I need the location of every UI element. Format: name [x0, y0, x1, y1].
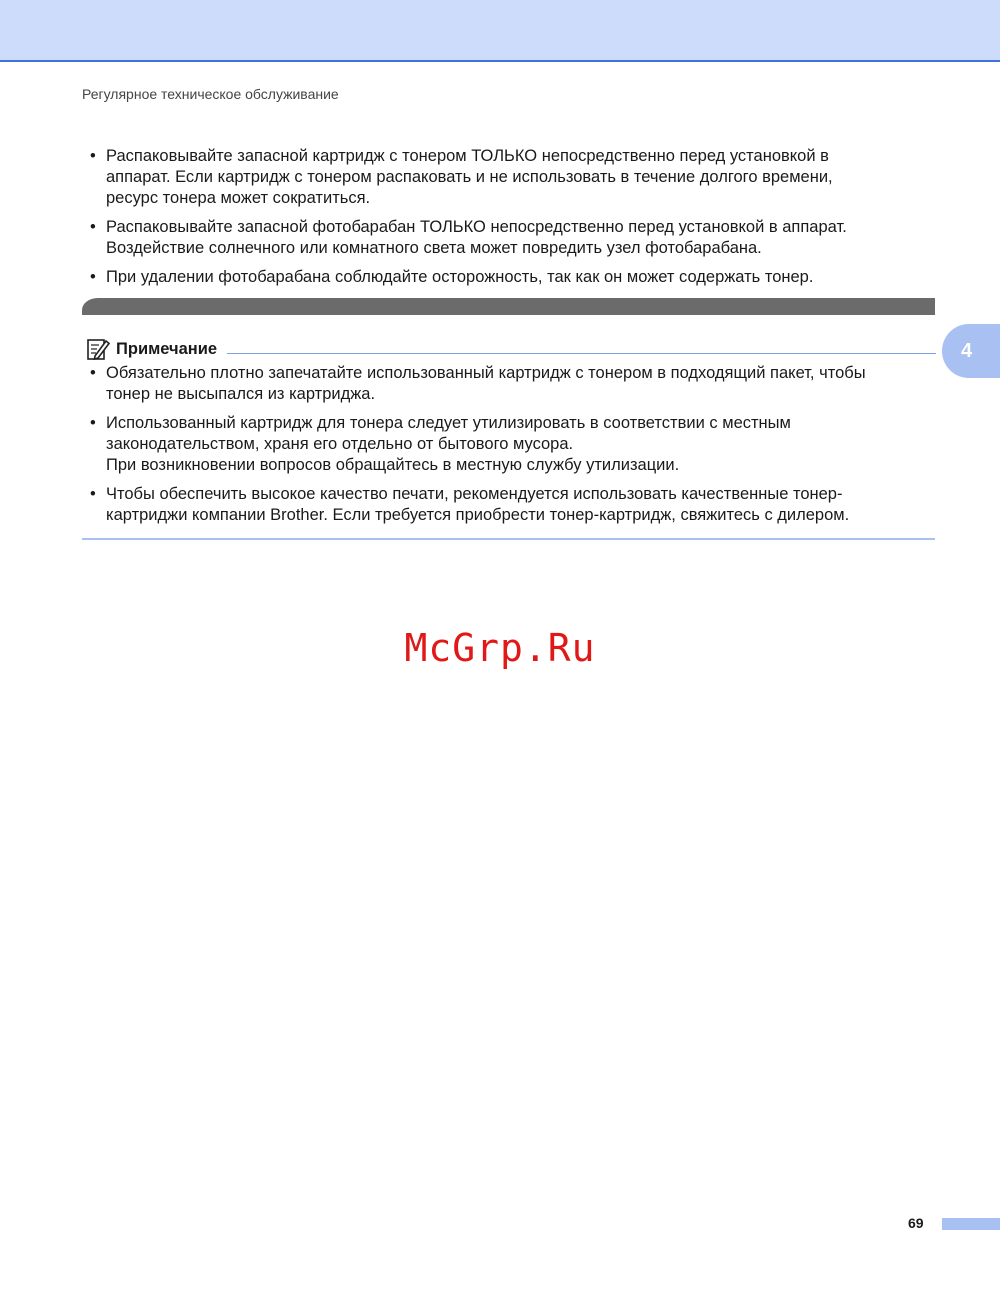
- list-item: • Распаковывайте запасной фотобарабан ТОЛЬКО непосредственно перед установкой в аппарат. Воздействие солнечного или комнатного света может повредить узел фотобарабана.: [90, 217, 940, 259]
- list-item: • Чтобы обеспечить высокое качество печати, рекомендуется использовать качественные тонер- картриджи компании Brother. Если требуется приобрести тонер-картридж, свяжитесь с дилером.: [90, 484, 940, 526]
- top-header-band: [0, 0, 1000, 62]
- chapter-tab: [942, 324, 1000, 378]
- caution-list: [90, 146, 940, 296]
- page-number: 69: [908, 1215, 924, 1231]
- chapter-number: 4: [961, 339, 973, 362]
- list-item: • Обязательно плотно запечатайте использованный картридж с тонером в подходящий пакет, чтобы тонер не высыпался из картриджа.: [90, 363, 940, 405]
- list-item: • При удалении фотобарабана соблюдайте осторожность, так как он может содержать тонер.: [90, 267, 940, 288]
- page-number-tab: [942, 1218, 1000, 1230]
- note-pencil-icon: [86, 337, 110, 361]
- list-item: • Распаковывайте запасной картридж с тонером ТОЛЬКО непосредственно перед установкой в аппарат. Если картридж с тонером распаковать и не использовать в течение долгого времени, ресурс тонера может сократиться.: [90, 146, 940, 209]
- note-title: Примечание: [116, 339, 218, 358]
- running-header: Регулярное техническое обслуживание: [82, 86, 339, 102]
- note-title-rule: [227, 353, 936, 354]
- watermark: McGrp.Ru: [404, 626, 596, 670]
- note-bottom-rule: [82, 538, 935, 540]
- section-divider-bar: [82, 298, 935, 315]
- list-item: • Использованный картридж для тонера следует утилизировать в соответствии с местным законодательством, храня его отдельно от бытового мусора. При возникновении вопросов обращайтесь в местную службу утилизации.: [90, 413, 940, 476]
- note-list: [90, 363, 940, 534]
- note-header: [86, 335, 936, 363]
